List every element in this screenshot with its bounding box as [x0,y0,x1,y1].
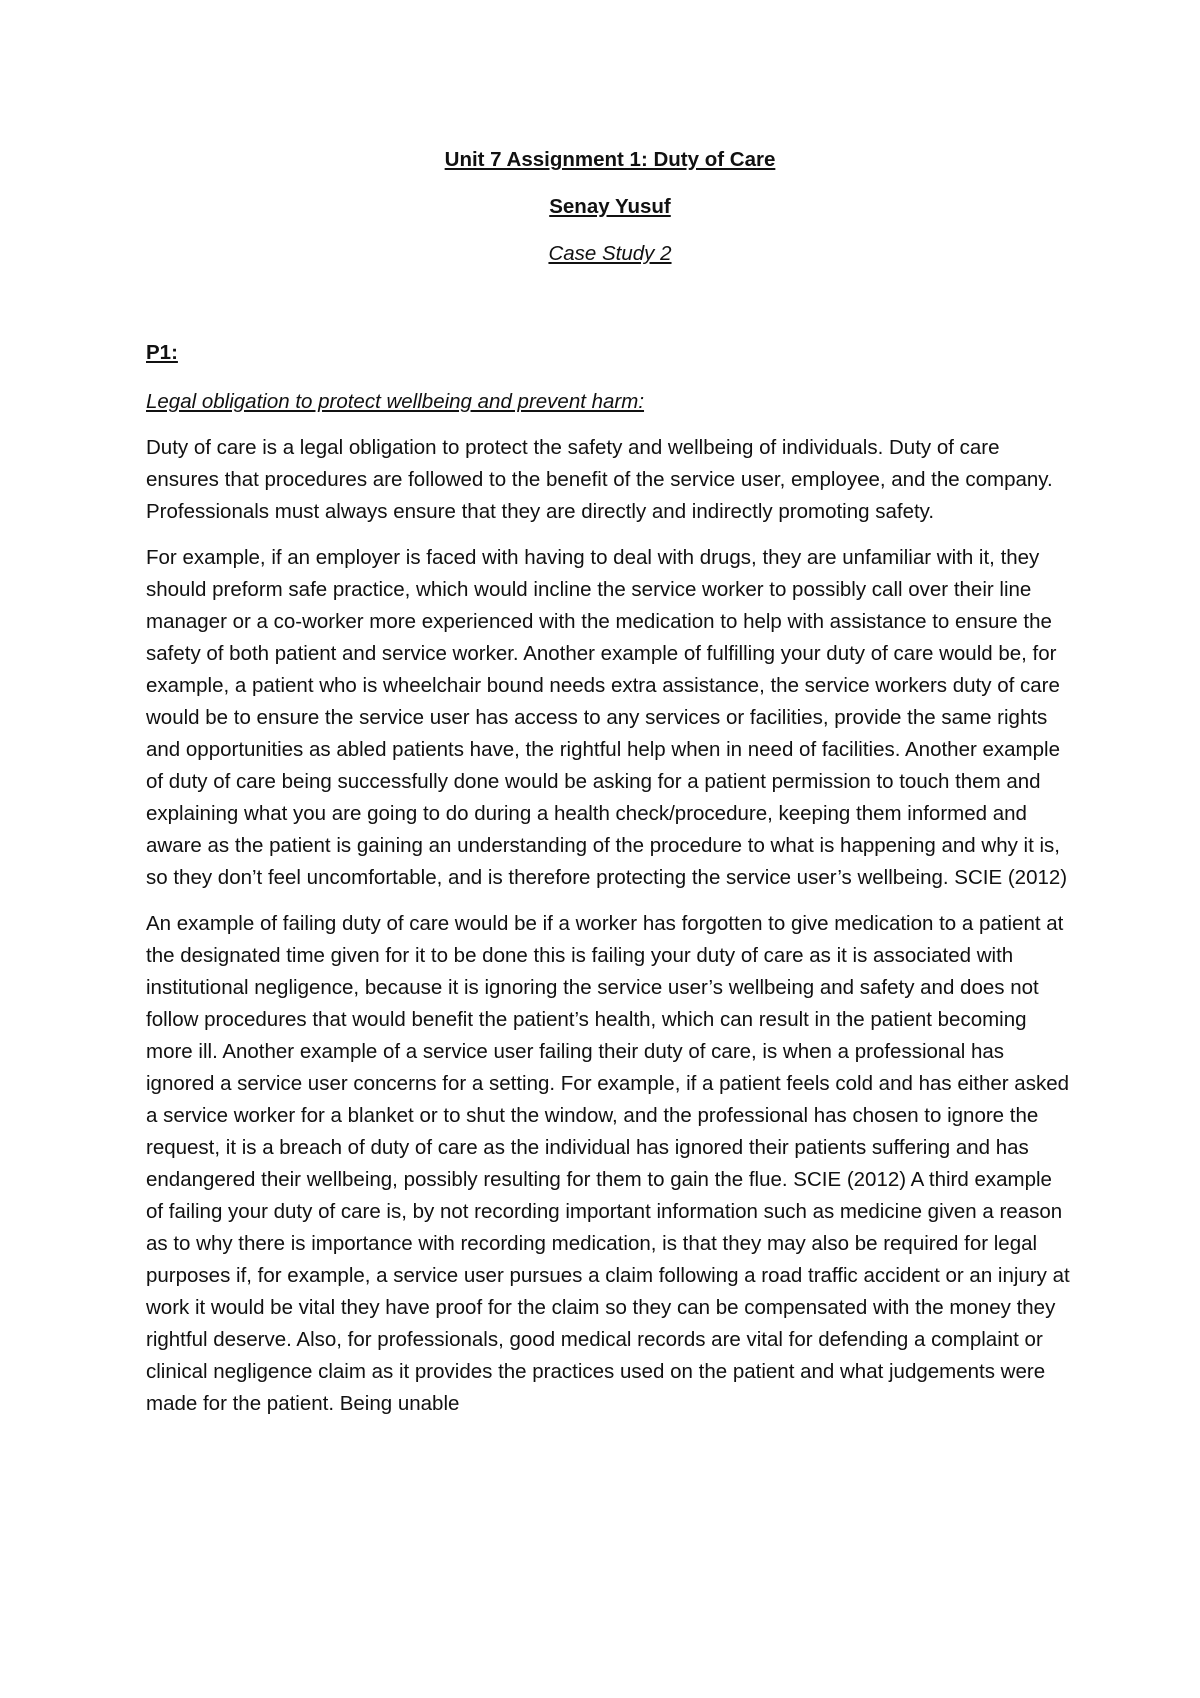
section-label: P1: [146,341,178,364]
document-content [146,146,1074,1420]
section-subheading: Legal obligation to protect wellbeing and prevent harm: [146,390,645,413]
document-title: Unit 7 Assignment 1: Duty of Care [444,148,776,171]
body-paragraph: An example of failing duty of care would be if a worker has forgotten to give medication to a patient at the designated time given for it to be done this is failing your duty of care as it is associated with institutional negligence, because it is ignoring the service user’s wellbeing and safety and does not follow procedures that would benefit the patient’s health, which can result in the patient becoming more ill. Another example of a service user failing their duty of care, is when a professional has ignored a service user concerns for a setting. For example, if a patient feels cold and has either asked a service worker for a blanket or to shut the window, and the professional has chosen to ignore the request, it is a breach of duty of care as the individual has ignored their patients suffering and has endangered their wellbeing, possibly resulting for them to gain the flue. SCIE (2012) A third example of failing your duty of care is, by not recording important information such as medicine given a reason as to why there is importance with recording medication, is that they may also be required for legal purposes if, for example, a service user pursues a claim following a road traffic accident or an injury at work it would be vital they have proof for the claim so they can be compensated with the money they rightful deserve. Also, for professionals, good medical records are vital for defending a complaint or clinical negligence claim as it provides the practices used on the patient and what judgements were made for the patient. Being unable [146,912,1070,1415]
author-name: Senay Yusuf [549,195,671,218]
case-study-label: Case Study 2 [548,242,672,265]
body-paragraph: For example, if an employer is faced with having to deal with drugs, they are unfamiliar with it, they should preform safe practice, which would incline the service worker to possibly call over their line manager or a co-worker more experienced with the medication to help with assistance to ensure the safety of both patient and service worker. Another example of fulfilling your duty of care would be, for example, a patient who is wheelchair bound needs extra assistance, the service workers duty of care would be to ensure the service user has access to any services or facilities, provide the same rights and opportunities as abled patients have, the rightful help when in need of facilities. Another example of duty of care being successfully done would be asking for a patient permission to touch them and explaining what you are going to do during a health check/procedure, keeping them informed and aware as the patient is gaining an understanding of the procedure to what is happening and why it is, so they don’t feel uncomfortable, and is therefore protecting the service user’s wellbeing. SCIE (2012) [146,546,1068,889]
body-paragraph: Duty of care is a legal obligation to protect the safety and wellbeing of individuals. Duty of care ensures that procedures are followed to the benefit of the service user, employee, and the company. Professionals must always ensure that they are directly and indirectly promoting safety. [146,436,1053,523]
